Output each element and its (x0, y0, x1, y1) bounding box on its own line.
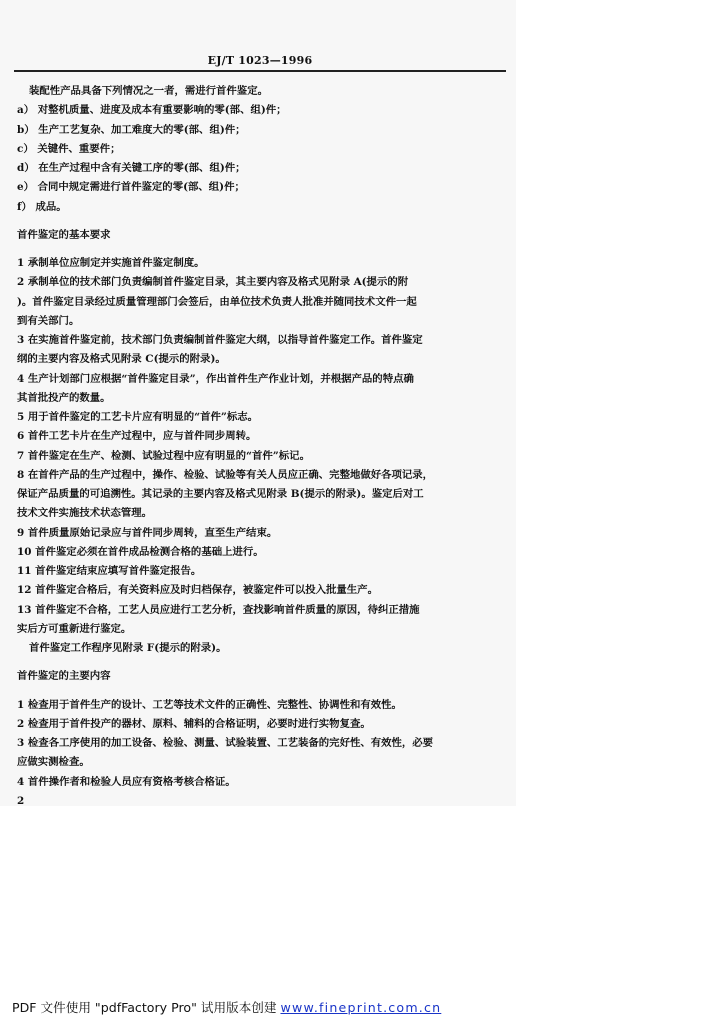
text-line: 应做实测检查。 (17, 756, 90, 769)
document-body (17, 82, 511, 806)
text-line: c） 关键件、重要件； (17, 142, 121, 155)
text-line: a） 对整机质量、进度及成本有重要影响的零(部、组)件； (17, 104, 287, 117)
text-line: e） 合同中规定需进行首件鉴定的零(部、组)件； (17, 181, 245, 194)
text-line: 11 首件鉴定结束应填写首件鉴定报告。 (17, 565, 202, 577)
page-header: EJ/T 1023—1996 (207, 54, 313, 67)
text-line: 4 生产计划部门应根据“首件鉴定目录”，作出首件生产作业计划，并根据产品的特点确 (17, 372, 414, 385)
text-line: 2 承制单位的技术部门负责编制首件鉴定目录，其主要内容及格式见附录 A(提示的附 (17, 276, 409, 289)
section-heading: 首件鉴定的基本要求 (17, 228, 111, 241)
text-line: 3 在实施首件鉴定前，技术部门负责编制首件鉴定大纲，以指导首件鉴定工作。首件鉴定 (17, 334, 423, 346)
spacer (17, 217, 511, 226)
text-line: 13 首件鉴定不合格，工艺人员应进行工艺分析，查找影响首件质量的原因，待纠正措施 (17, 603, 420, 616)
text-line: 到有关部门。 (17, 314, 80, 327)
text-line: 7 首件鉴定在生产、检测、试验过程中应有明显的“首件”标记。 (17, 449, 310, 462)
text-line: 首件鉴定工作程序见附录 F(提示的附录)。 (29, 642, 227, 654)
footer-text: PDF 文件使用 "pdfFactory Pro" 试用版本创建 (12, 1000, 281, 1015)
text-line: 实后方可重新进行鉴定。 (17, 622, 132, 635)
text-line: 9 首件质量原始记录应与首件同步周转，直至生产结束。 (17, 526, 278, 539)
footer-link[interactable]: www.fineprint.com.cn (280, 1000, 442, 1015)
text-line: 技术文件实施技术状态管理。 (17, 507, 153, 520)
text-line: )。首件鉴定目录经过质量管理部门会签后，由单位技术负责人批准并随同技术文件一起 (17, 295, 417, 308)
section-heading: 首件鉴定的主要内容 (17, 670, 111, 683)
text-line: 1 承制单位应制定并实施首件鉴定制度。 (17, 257, 205, 269)
pdf-footer (12, 997, 712, 1016)
header-rule (14, 70, 506, 72)
text-line: 8 在首件产品的生产过程中，操作、检验、试验等有关人员应正确、完整地做好各项记录， (17, 468, 434, 481)
text-line: 12 首件鉴定合格后，有关资料应及时归档保存，被鉴定件可以投入批量生产。 (17, 584, 378, 597)
text-line: 4 首件操作者和检验人员应有资格考核合格证。 (17, 775, 236, 788)
text-line: 装配性产品具备下列情况之一者，需进行首件鉴定。 (29, 85, 268, 97)
text-line: 保证产品质量的可追溯性。其记录的主要内容及格式见附录 B(提示的附录)。鉴定后对工 (17, 488, 424, 500)
text-line: 3 检查各工序使用的加工设备、检验、测量、试验装置、工艺装备的完好性、有效性，必要 (17, 737, 434, 749)
text-line: 5 用于首件鉴定的工艺卡片应有明显的“首件”标志。 (17, 411, 259, 423)
spacer (17, 245, 511, 254)
spacer (17, 658, 511, 667)
spacer (17, 687, 511, 696)
text-line: d） 在生产过程中含有关键工序的零(部、组)件； (17, 162, 246, 174)
text-line: f） 成品。 (17, 200, 67, 213)
text-line: 6 首件工艺卡片在生产过程中，应与首件同步周转。 (17, 430, 257, 443)
text-line: 2 检查用于首件投产的器材、原料、辅料的合格证明，必要时进行实物复查。 (17, 717, 371, 730)
page-number: 2 (17, 794, 25, 806)
text-line: 1 检查用于首件生产的设计、工艺等技术文件的正确性、完整性、协调性和有效性。 (17, 698, 402, 711)
text-line: 其首批投产的数量。 (17, 391, 111, 404)
text-line: b） 生产工艺复杂、加工难度大的零(部、组)件； (17, 123, 246, 136)
text-line: 纲的主要内容及格式见附录 C(提示的附录)。 (17, 353, 226, 366)
text-line: 10 首件鉴定必须在首件成品检测合格的基础上进行。 (17, 545, 264, 558)
